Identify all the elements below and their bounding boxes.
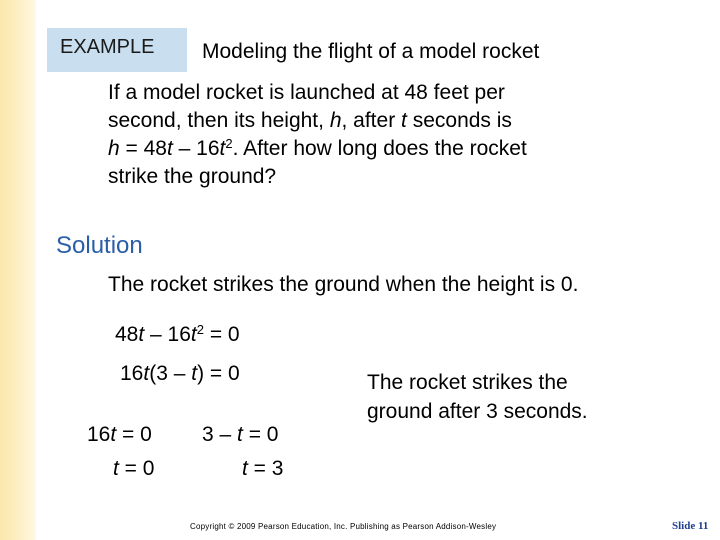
problem-statement — [108, 79, 628, 191]
example-tag: EXAMPLE — [60, 36, 155, 58]
var-t: t — [219, 137, 226, 160]
text: , after — [341, 109, 402, 132]
text: 16 — [87, 423, 111, 446]
text: (3 – — [149, 362, 192, 385]
text: seconds is — [406, 109, 512, 132]
solution-heading: Solution — [56, 232, 143, 259]
equation-4-left — [113, 457, 154, 481]
text: – 16 — [172, 137, 220, 160]
var-t: t — [110, 423, 117, 446]
var-t: t — [113, 457, 119, 480]
var-t: t — [191, 362, 198, 385]
equation-2 — [120, 362, 240, 386]
var-h: h — [108, 137, 120, 160]
example-title: Modeling the flight of a model rocket — [202, 40, 540, 63]
problem-line-1: If a model rocket is launched at 48 feet per — [108, 81, 505, 104]
conclusion-line-1: The rocket strikes the — [367, 371, 568, 394]
left-decorative-bar — [0, 0, 36, 540]
solution-statement: The rocket strikes the ground when the height is 0. — [108, 273, 579, 296]
conclusion — [367, 368, 588, 426]
var-h: h — [329, 109, 342, 132]
text: = 0 — [116, 423, 152, 446]
text: = 48 — [119, 137, 167, 160]
text: = 0 — [242, 423, 279, 446]
text: = 0 — [118, 457, 155, 480]
text: ) = 0 — [197, 362, 240, 385]
var-t: t — [242, 457, 248, 480]
var-t: t — [190, 323, 197, 346]
text: 48 — [115, 323, 139, 346]
text: = 0 — [204, 323, 240, 346]
problem-line-3 — [108, 135, 628, 163]
text: 16 — [120, 362, 144, 385]
equation-1 — [115, 323, 240, 347]
text: – 16 — [144, 323, 191, 346]
conclusion-line-2: ground after 3 seconds. — [367, 400, 588, 423]
copyright-notice: Copyright © 2009 Pearson Education, Inc. Publishing as Pearson Addison-Wesley — [190, 522, 497, 531]
equation-3-left — [87, 423, 152, 447]
text: = 3 — [247, 457, 284, 480]
exponent: 2 — [196, 322, 204, 337]
exponent: 2 — [225, 136, 233, 151]
problem-line-4: strike the ground? — [108, 165, 277, 188]
text: second, then its height, — [108, 109, 330, 132]
var-t: t — [401, 109, 407, 132]
var-t: t — [237, 423, 243, 446]
problem-line-2 — [108, 107, 628, 135]
var-t: t — [166, 137, 173, 160]
var-t: t — [138, 323, 145, 346]
equation-3-right — [202, 423, 279, 447]
var-t: t — [143, 362, 150, 385]
text: . After how long does the rocket — [232, 137, 527, 160]
slide-number: Slide 11 — [672, 520, 709, 532]
text: 3 – — [202, 423, 238, 446]
equation-4-right — [242, 457, 283, 481]
